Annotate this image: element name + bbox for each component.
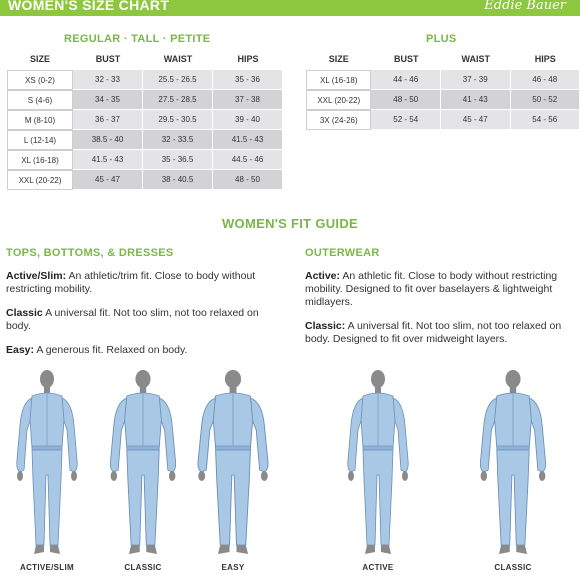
fit-term: Easy: bbox=[6, 344, 35, 356]
table-cell: 34 - 35 bbox=[73, 90, 143, 110]
fit-text: A universal fit. Not too slim, not too relaxed on body. bbox=[6, 307, 259, 332]
table-cell: XXL (20-22) bbox=[7, 170, 73, 190]
fit-text: A generous fit. Relaxed on body. bbox=[34, 344, 188, 356]
table-cell: 50 - 52 bbox=[511, 90, 580, 110]
table-cell: 48 - 50 bbox=[371, 90, 440, 110]
table-row bbox=[7, 90, 283, 110]
table-cell: 44.5 - 46 bbox=[213, 150, 283, 170]
figure-label: EASY bbox=[221, 563, 245, 572]
table-cell: 37 - 38 bbox=[213, 90, 283, 110]
table-cell: XS (0-2) bbox=[7, 70, 73, 90]
column-header: WAIST bbox=[143, 48, 213, 70]
outerwear-desc-classic bbox=[305, 320, 580, 346]
table-cell: 44 - 46 bbox=[371, 70, 440, 90]
table-cell: 37 - 39 bbox=[441, 70, 511, 90]
fit-term: Active: bbox=[305, 270, 341, 282]
brand-logo: Eddie Bauer bbox=[484, 0, 566, 13]
mannequin-figure bbox=[98, 370, 188, 565]
table-cell: 38.5 - 40 bbox=[73, 130, 143, 150]
fit-term: Classic: bbox=[305, 320, 346, 332]
figure-label: CLASSIC bbox=[494, 563, 532, 572]
table-row bbox=[306, 90, 580, 110]
table-cell: 54 - 56 bbox=[511, 110, 580, 130]
table-cell: 38 - 40.5 bbox=[143, 170, 213, 190]
column-header: WAIST bbox=[441, 48, 511, 70]
table-cell: 35 - 36.5 bbox=[143, 150, 213, 170]
table-cell: 48 - 50 bbox=[213, 170, 283, 190]
table-cell: 32 - 33.5 bbox=[143, 130, 213, 150]
table-row bbox=[7, 110, 283, 130]
plus-size-table bbox=[306, 48, 580, 130]
fit-text: An athletic fit. Close to body without restricting mobility. Designed to fit over baselayers & lightweight midlayers. bbox=[305, 270, 558, 308]
table-row bbox=[7, 70, 283, 90]
table-cell: 46 - 48 bbox=[511, 70, 580, 90]
mannequin-figure bbox=[2, 370, 92, 565]
table-cell: 45 - 47 bbox=[441, 110, 511, 130]
regular-size-table bbox=[7, 48, 283, 190]
fit-guide-title: WOMEN'S FIT GUIDE bbox=[221, 216, 359, 231]
column-header: HIPS bbox=[213, 48, 283, 70]
table-cell: 41 - 43 bbox=[441, 90, 511, 110]
plus-table-title: PLUS bbox=[426, 33, 457, 45]
table-cell: M (8-10) bbox=[7, 110, 73, 130]
column-header: SIZE bbox=[7, 48, 73, 70]
table-cell: 27.5 - 28.5 bbox=[143, 90, 213, 110]
table-body bbox=[7, 70, 283, 190]
tops-desc-active bbox=[6, 270, 286, 296]
tops-desc-classic bbox=[6, 307, 286, 333]
table-row bbox=[306, 70, 580, 90]
column-header: BUST bbox=[371, 48, 440, 70]
table-header-row bbox=[7, 48, 283, 70]
table-cell: XL (16-18) bbox=[7, 150, 73, 170]
table-row bbox=[7, 150, 283, 170]
tops-desc-easy bbox=[6, 344, 286, 357]
fit-text: An athletic/trim fit. Close to body without restricting mobility. bbox=[6, 270, 256, 295]
regular-table-title: REGULAR · TALL · PETITE bbox=[64, 33, 211, 45]
table-row bbox=[7, 170, 283, 190]
mannequin-figure bbox=[188, 370, 278, 565]
fit-term: Active/Slim: bbox=[6, 270, 67, 282]
table-cell: 45 - 47 bbox=[73, 170, 143, 190]
header-bar bbox=[0, 0, 580, 16]
table-cell: 41.5 - 43 bbox=[213, 130, 283, 150]
outerwear-desc-active bbox=[305, 270, 577, 309]
table-cell: 52 - 54 bbox=[371, 110, 440, 130]
column-header: SIZE bbox=[306, 48, 371, 70]
table-row bbox=[7, 130, 283, 150]
table-cell: 3X (24-26) bbox=[306, 110, 371, 130]
table-cell: 41.5 - 43 bbox=[73, 150, 143, 170]
column-header: BUST bbox=[73, 48, 143, 70]
page-title: WOMEN'S SIZE CHART bbox=[8, 0, 170, 13]
table-cell: 36 - 37 bbox=[73, 110, 143, 130]
column-header: HIPS bbox=[511, 48, 580, 70]
table-cell: L (12-14) bbox=[7, 130, 73, 150]
mannequin-figure bbox=[468, 370, 558, 565]
table-cell: S (4-6) bbox=[7, 90, 73, 110]
figure-label: ACTIVE/SLIM bbox=[20, 563, 74, 572]
figure-label: ACTIVE bbox=[362, 563, 394, 572]
table-cell: XXL (20-22) bbox=[306, 90, 371, 110]
table-cell: 29.5 - 30.5 bbox=[143, 110, 213, 130]
fit-term: Classic bbox=[6, 307, 43, 319]
table-cell: 32 - 33 bbox=[73, 70, 143, 90]
table-header-row bbox=[306, 48, 580, 70]
figure-label: CLASSIC bbox=[124, 563, 162, 572]
table-body bbox=[306, 70, 580, 130]
table-cell: XL (16-18) bbox=[306, 70, 371, 90]
table-row bbox=[306, 110, 580, 130]
table-cell: 25.5 - 26.5 bbox=[143, 70, 213, 90]
mannequin-figure bbox=[333, 370, 423, 565]
outerwear-heading: OUTERWEAR bbox=[305, 247, 380, 259]
fit-text: A universal fit. Not too slim, not too relaxed on body. Designed to fit over midweight layers. bbox=[305, 320, 562, 345]
tops-heading: TOPS, BOTTOMS, & DRESSES bbox=[6, 247, 174, 259]
table-cell: 35 - 36 bbox=[213, 70, 283, 90]
table-cell: 39 - 40 bbox=[213, 110, 283, 130]
